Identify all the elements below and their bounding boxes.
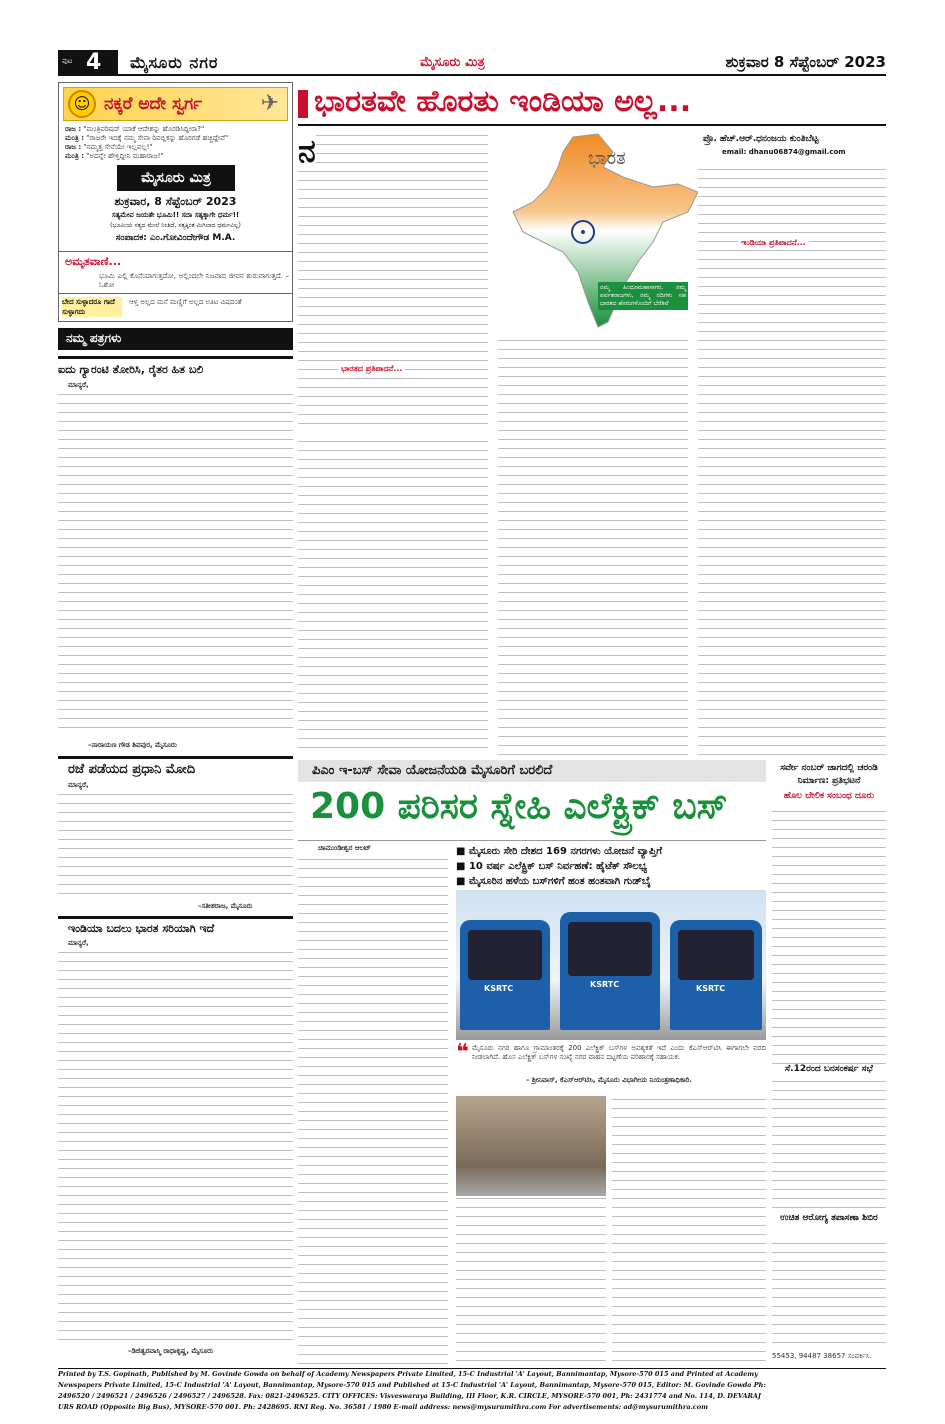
letter-lead: ಮಾನ್ಯರೆ,: [68, 939, 89, 947]
humor-line: ಮಂತ್ರಿ : "ರಾಜರೇ ಇದಕ್ಕೆ ನಮ್ಮ ಸೇನಾ ರಿಪಬ್ಲಿಕನ್ನು ಹೊರಗಡೆ ಹಚ್ಚಿದ್ದೇವೆ": [65, 134, 229, 142]
amrita-title: ಅಮೃತವಾಣಿ...: [65, 255, 122, 268]
laughing-face-icon: ☺: [68, 90, 96, 118]
letters-header: [58, 328, 293, 350]
subhead-1: ಭಾರತದ ಪ್ರತಿಪಾದನೆ...: [338, 364, 405, 374]
page-date: ಶುಕ್ರವಾರ 8 ಸೆಪ್ಟೆಂಬರ್ 2023: [725, 53, 886, 71]
bus-interior-photo: [456, 1096, 606, 1196]
bus-kicker: ಪಿಎಂ ಇ-ಬಸ್ ಸೇವಾ ಯೋಜನೆಯಡಿ ಮೈಸೂರಿಗೆ ಬರಲಿದೆ: [312, 763, 553, 778]
letter-sign: –ಡಿಜಿತ್ವರವಾಸ್ಮಿ ರಾಧಾಕೃಷ್ಣ, ಮೈಸೂರು: [128, 1347, 214, 1355]
bus-bullet: ■ ಮೈಸೂರಿನ ಹಳೆಯ ಬಸ್‌ಗಳಿಗೆ ಹಂತ ಹಂತವಾಗಿ ಗುಡ್‌ಬೈ: [456, 876, 651, 887]
bus-byline: ಚಾಮುಂಡೀಶ್ವರ ಆಲಟ್: [318, 844, 371, 852]
map-caption: ನಮ್ಮ ಹಿಂದೂಮಹಾಸಾಗರ, ನಮ್ಮ ಪರ್ವತರಾಜಗಳು, ನಮ್ಮ ನದಿಗಳು ಸಹ ಭಾರತದ ಹೆಸರುಗಳೊಂದಿಗೆ ಬೆರೆತಿವೆ: [598, 282, 688, 310]
bus-label: KSRTC: [696, 984, 726, 993]
right-title: ಸರ್ವೇ ನಂಬರ್ ಜಾಗದಲ್ಲಿ ಚರಂಡಿ ನಿರ್ಮಾಣ: ಪ್ರತಿಭಟನೆ: [780, 763, 878, 786]
letter-body: [58, 391, 293, 736]
bus-quote-sign: – ಶ್ರೀನಿವಾಸ್, ಕೆಎಸ್‌ಆರ್‌ಟಿಸಿ, ಮೈಸೂರು ವಿಭಾಗೀಯ ನಿಯಂತ್ರಣಾಧಿಕಾರಿ.: [526, 1076, 692, 1084]
masthead-date: ಶುಕ್ರವಾರ, 8 ಸೆಪ್ಟೆಂಬರ್ 2023: [114, 195, 237, 208]
proverb-left: ಬೇದ ಸುಳ್ಳಾದರೂ ಗಾದೆ ಸುಳ್ಳಾಗದು: [62, 297, 122, 317]
lead-col-2: [498, 337, 688, 756]
page-number-box: [58, 50, 118, 74]
map-label: ಭಾರತ: [588, 148, 626, 169]
right-body-3: [772, 1240, 886, 1348]
lead-col-3: [698, 166, 886, 756]
amrita-text: ಭೂಮಿ ಎಲ್ಲಿ ಕೊನೆಯಾಗುತ್ತದೋ, ಅಲ್ಲಿಂದಲೇ ನಿಜವಾದ ಜೀವನ ಶುರುವಾಗುತ್ತದೆ. – ಓಶೋ: [99, 272, 289, 289]
bus-bullets: [456, 844, 766, 889]
bus-headline: 200 ಪರಿಸರ ಸ್ನೇಹಿ ಎಲೆಕ್ಟ್ರಿಕ್ ಬಸ್: [310, 786, 728, 827]
lead-byline: ಪ್ರೊ. ಹೆಚ್.ಆರ್.ಧನಂಜಯ ಕುಂತಿಬೆಟ್ಟ: [703, 134, 819, 144]
page-label: ಪುಟ: [62, 57, 73, 65]
letters-section: [58, 328, 293, 1368]
bus-image: [460, 920, 550, 1030]
cartoon-figure-icon: ✈: [260, 91, 280, 116]
bus-quote-box: [456, 1040, 766, 1090]
humor-line: ರಾಜ : "ನಮ್ಮತ್ತ ಸೇನೆಯೇ ಇಲ್ಲವಲ್ಲ!": [65, 143, 153, 151]
lead-email: email: dhanu06874@gmail.com: [722, 148, 846, 156]
bus-kicker-bar: [298, 760, 766, 782]
bus-col-1: [298, 856, 448, 1366]
right-body-2: [772, 1078, 886, 1208]
masthead-box: [117, 165, 235, 191]
masthead-small: ಮೈಸೂರು ಮಿತ್ರ: [420, 55, 485, 70]
bus-quote: ಮೈಸೂರು ನಗರ ಹಾಗೂ ಗ್ರಾಮಾಂತರಕ್ಕೆ 200 ಎಲೆಕ್ಟ್ರಿಕ್ ಬಸ್‌ಗಳ ಅವಶ್ಯಕತೆ ಇದೆ ಎಂದು ಕೆಎಸ್‌ಆರ್‌ಟಿಸಿ ಈಗಾಗಲೇ ವರದಿ ನೀಡಲಾಗಿದೆ. ಹೊಸ ಎಲೆಕ್ಟ್ರಿಕ್ ಬಸ್‌ಗಳ ಸಂಖ್ಯೆ ನಗರ ವಾಹನ ದಟ್ಟಣೆಯ ಪರಿಹಾರಕ್ಕೆ ಸಹಾಯಕ.: [472, 1044, 766, 1061]
bus-label: KSRTC: [590, 980, 620, 989]
humor-title: ನಕ್ಕರೆ ಅದೇ ಸ್ವರ್ಗ: [104, 94, 203, 114]
subhead-2: ಇಂಡಿಯಾ ಪ್ರತಿಪಾದನೆ...: [738, 238, 809, 248]
masthead-box-title: ಮೈಸೂರು ಮಿತ್ರ: [141, 170, 211, 186]
letters-title: ನಮ್ಮ ಪತ್ರಗಳು: [66, 331, 122, 345]
humor-line: ರಾಜ : "ಮಂತ್ರಿಪರಿಷದ್ ಯಾಕೆ ಆದೇಶನ್ನು ಹೊರಡಿಸಿದ್ದೀರಾ?": [65, 125, 205, 133]
letter-body: [58, 791, 293, 896]
letter-1: [58, 356, 293, 754]
bus-label: KSRTC: [484, 984, 514, 993]
letter-title: ರಜೆ ಪಡೆಯದ ಪ್ರಧಾನಿ ಮೋದಿ: [68, 762, 196, 777]
bus-photo: [456, 890, 766, 1040]
proverb-right: ಆಳ್ತ ಅಲ್ಲದ ಮನೆ ಮಣ್ಣಿಗೆ ಅಲ್ಲದ ಊಟ ವಿಷದಂತೆ: [129, 298, 242, 306]
bus-story: [298, 760, 766, 1366]
letter-body: [58, 949, 293, 1347]
letter-lead: ಮಾನ್ಯರೆ,: [68, 381, 89, 389]
drop-cap: ನ: [298, 132, 316, 170]
amrita-box: [59, 251, 292, 291]
letter-title: ಇಂಡಿಯಾ ಬದಲು ಭಾರತ ಸರಿಯಾಗಿ ಇದೆ: [68, 922, 215, 935]
footer-line: Newspapers Private Limited, 15-C Industrial 'A' Layout, Bannimantap, Mysore-570 015 and Published at 15-C Industrial 'A' Layout, Bannimantap, Mysore-570 015, Editor: M. Govinde Gowda Ph:: [58, 1381, 766, 1389]
health-title: ಉಚಿತ ಆರೋಗ್ಯ ತಪಾಸಣಾ ಶಿಬಿರ: [780, 1213, 878, 1223]
masthead-motto: ಸತ್ಯಮೇವ ಜಯತೇ ಭೂಮಿ!! ಸದಾ ಸತ್ಯಕ್ಕಾಗೇ ಧರ್ಮ!!: [111, 211, 240, 219]
right-subhead: ಸೆ.12ರಂದ ಬನಸಂಕರ್ಷ ಸಭೆ: [785, 1064, 873, 1074]
bus-image: [670, 920, 762, 1030]
letter-2: [58, 756, 293, 866]
lead-article: [298, 82, 886, 756]
right-body-1: [772, 808, 886, 1064]
masthead-sub: (ಭೂಮಿಯ ಸತ್ಯದ ಮೇಲೆ ನಿಂತಿದೆ, ಸತ್ಯಕ್ಕಿಂತ ಮಿಗಿಲಾದ ಧರ್ಮವಿಲ್ಲ): [110, 222, 241, 229]
lead-col-1b: [298, 438, 488, 756]
humor-box: [58, 82, 293, 322]
headline-ornament-icon: [298, 90, 308, 118]
humor-line: ಮಂತ್ರಿ : "ಅದನ್ನೇ ಹೇಳ್ತಿದ್ದೀನಿ ಮಹಾರಾಜ!": [65, 152, 164, 160]
humor-banner: [63, 87, 288, 121]
page-number: 4: [86, 50, 102, 75]
letter-3: [58, 916, 293, 1368]
bus-bullet: ■ 10 ವರ್ಷ ಎಲೆಕ್ಟ್ರಿಕ್ ಬಸ್ ನಿರ್ವಹಣೆ: ಹೈಟೆಕ್ ಸೌಲಭ್ಯ: [456, 861, 647, 872]
right-column: [772, 760, 886, 1366]
bus-bullet: ■ ಮೈಸೂರು ಸೇರಿ ದೇಶದ 169 ನಗರಗಳು ಯೋಜನೆ ವ್ಯಾಪ್ತಿಗೆ: [456, 846, 663, 857]
bus-col-3: [612, 1096, 766, 1366]
letter-lead: ಮಾನ್ಯರೆ,: [68, 781, 89, 789]
section-title: ಮೈಸೂರು ನಗರ: [130, 53, 219, 72]
proverb-box: [59, 293, 292, 321]
footer-line: Printed by T.S. Gopinath, Published by M. Govinde Gowda on behalf of Academy Newspapers Private Limited, 15-C Industrial 'A' Layout, Bannimantap, Mysore-570 015 and Printed at Academy: [58, 1370, 758, 1378]
letter-sign: –ಸತೀಶರಾಜ, ಮೈಸೂರು: [198, 902, 253, 910]
humor-lines: [65, 125, 287, 161]
lead-headline-bar: [298, 82, 886, 126]
lead-col-1: [298, 132, 488, 432]
footer-line: 2496520 / 2496521 / 2496526 / 2496527 / 2496528. Fax: 0821-2496525. CITY OFFICES: Visveswaraya Building, III Floor, K.R. CIRCLE, MYSORE-570 001, Ph: 2431774 and No. 114, D. DEVARAJ: [58, 1392, 762, 1400]
bus-image: [560, 912, 660, 1030]
editor-line: ಸಂಪಾದಕ: ಎಂ.ಗೋವಿಂದೇಗೌಡ M.A.: [115, 233, 236, 243]
page-header: [58, 50, 886, 76]
footer-imprint: [58, 1368, 886, 1416]
lead-headline: ಭಾರತವೇ ಹೊರತು ಇಂಡಿಯಾ ಅಲ್ಲ...: [314, 84, 692, 119]
right-title-2: ಹೊಲ ಬೇಲಿಕ ಸಂಬಂಧ ದೂರು: [783, 791, 875, 801]
right-phone: 55453, 94487 38657 ಸಂಪರ್ಕಿಸಿ.: [772, 1352, 872, 1360]
bus-headline-rule: [298, 840, 766, 841]
footer-line: URS ROAD (Opposite Big Bus), MYSORE-570 001. Ph: 2428695. RNI Reg. No. 36581 / 1980 E-mail address: news@mysurumithra.com For advertisements: ad@mysurumithra.com: [58, 1403, 708, 1411]
letter-title: ಐದು ಗ್ಯಾರಂಟಿ ತೋರಿಸಿ, ರೈತರ ಹಿತ ಬಲಿ: [58, 363, 204, 376]
letter-sign: –ನಾರಾಯಣ ಗೌಡ ಶಿವಪುರ, ಮೈಸೂರು: [88, 741, 177, 749]
quote-mark-icon: ❝: [456, 1040, 469, 1065]
